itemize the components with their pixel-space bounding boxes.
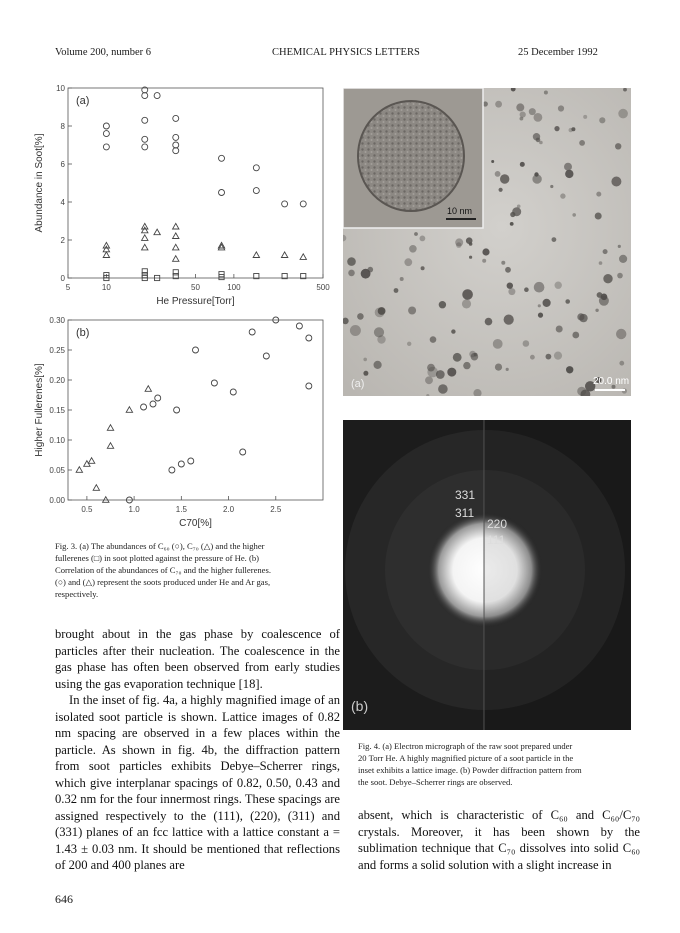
x-tick-label: 2.0 (222, 505, 235, 514)
soot-particle (495, 171, 501, 177)
data-point-triangle (300, 254, 306, 260)
soot-particle (348, 270, 355, 277)
fig4-caption (358, 740, 638, 788)
panel-label: (b) (76, 327, 90, 339)
soot-particle (469, 256, 472, 259)
soot-particle (524, 287, 529, 292)
x-tick-label: 100 (227, 283, 241, 292)
data-point-circle (103, 131, 109, 137)
soot-particle (414, 232, 418, 236)
soot-particle (438, 384, 448, 394)
soot-particle (517, 205, 521, 209)
soot-particle (572, 332, 579, 339)
soot-particle (347, 257, 356, 266)
fig3-caption-line: (○) and (△) represent the soots produced under He and Ar gas, (55, 577, 271, 587)
data-point-triangle (142, 244, 148, 250)
soot-particle (552, 237, 557, 242)
data-point-triangle (107, 443, 113, 449)
soot-particle (619, 361, 624, 366)
soot-particle (377, 335, 385, 343)
data-point-circle (193, 347, 199, 353)
soot-particle (520, 162, 525, 167)
soot-particle (394, 288, 399, 293)
soot-particle (564, 163, 572, 171)
x-tick-label: 1.5 (175, 505, 187, 514)
y-tick-label: 4 (60, 198, 65, 207)
data-point-circle (141, 404, 147, 410)
data-point-circle (240, 449, 246, 455)
soot-particle (485, 318, 493, 326)
soot-particle (430, 336, 437, 343)
data-point-circle (300, 201, 306, 207)
soot-particle (523, 340, 530, 347)
soot-particle (361, 269, 371, 279)
soot-particle (493, 339, 503, 349)
y-tick-label: 2 (60, 236, 65, 245)
soot-particle (579, 140, 585, 146)
soot-particle (507, 283, 513, 289)
soot-particle (374, 361, 382, 369)
data-point-triangle (103, 497, 109, 503)
data-point-circle (296, 323, 302, 329)
paragraph: absent, which is characteristic of C₆₀ and C₆₀/C₇₀ crystals. Moreover, it has been shown by the sublimation technique that C₇₀ dissolves into solid C₆₀ and forms a solid solution with a slight increase in (358, 808, 640, 872)
ring-label-111: 111 (487, 533, 506, 547)
soot-particle (560, 193, 565, 198)
y-tick-label: 0.00 (49, 496, 65, 505)
data-point-triangle (76, 467, 82, 473)
x-tick-label: 0.5 (81, 505, 93, 514)
soot-particle (618, 245, 621, 248)
soot-particle (512, 207, 521, 216)
fig4b-diffraction-pattern (343, 420, 631, 730)
data-point-circle (249, 329, 255, 335)
data-point-circle (178, 461, 184, 467)
y-tick-label: 0.20 (49, 376, 65, 385)
data-point-circle (150, 401, 156, 407)
soot-particle (516, 103, 524, 111)
soot-particle (603, 274, 612, 283)
soot-particle (565, 299, 570, 304)
soot-particle (619, 255, 627, 263)
soot-particle (565, 170, 573, 178)
soot-particle (495, 101, 502, 108)
soot-particle (618, 109, 628, 119)
soot-particle (571, 127, 575, 131)
data-point-triangle (107, 425, 113, 431)
soot-particle (611, 177, 621, 187)
soot-particle (510, 222, 514, 226)
ring-label-331: 331 (455, 488, 476, 502)
soot-particle (407, 342, 411, 346)
soot-particle (554, 126, 559, 131)
soot-particle (357, 313, 364, 320)
y-tick-label: 0.10 (49, 436, 65, 445)
soot-particle (363, 358, 367, 362)
data-point-circle (173, 115, 179, 121)
soot-particle (603, 249, 608, 254)
soot-particle (506, 368, 509, 371)
soot-particle (499, 188, 503, 192)
data-point-triangle (103, 252, 109, 258)
soot-particle (455, 238, 463, 246)
data-point-circle (219, 155, 225, 161)
data-point-circle (142, 144, 148, 150)
right-column-text (358, 807, 640, 873)
x-tick-label: 10 (101, 283, 111, 292)
data-point-circle (282, 201, 288, 207)
data-point-triangle (173, 233, 179, 239)
soot-particle (501, 261, 505, 265)
inset-scale-bar: 10 nm (447, 206, 473, 216)
soot-particle (529, 108, 536, 115)
journal-volume: Volume 200, number 6 (55, 47, 152, 58)
soot-particle (451, 329, 455, 333)
soot-particle (543, 299, 551, 307)
data-point-circle (173, 134, 179, 140)
soot-particle (491, 160, 494, 163)
y-tick-label: 0.05 (49, 466, 65, 475)
soot-particle (505, 267, 511, 273)
soot-particle (495, 364, 502, 371)
soot-particle (558, 105, 564, 111)
x-tick-label: 500 (316, 283, 330, 292)
soot-particle (530, 355, 535, 360)
data-point-triangle (93, 485, 99, 491)
fig3-caption-line: Correlation of the abundances of C₇₀ and the higher fullerenes. (55, 565, 271, 575)
data-point-circle (263, 353, 269, 359)
soot-particle (546, 354, 552, 360)
data-point-triangle (154, 229, 160, 235)
soot-particle (596, 192, 601, 197)
data-point-circle (174, 407, 180, 413)
soot-particle (554, 352, 562, 360)
soot-particle (400, 277, 404, 281)
soot-particle (404, 258, 412, 266)
fig4-caption-line: Fig. 4. (a) Electron micrograph of the raw soot prepared under (358, 741, 573, 751)
data-point-triangle (126, 407, 132, 413)
scale-bar-line (595, 389, 625, 391)
data-point-circle (173, 148, 179, 154)
x-axis-label: He Pressure[Torr] (156, 296, 235, 307)
soot-particle (544, 91, 548, 95)
x-tick-label: 50 (191, 283, 200, 292)
data-point-circle (253, 165, 259, 171)
soot-particle (538, 313, 543, 318)
data-point-circle (154, 93, 160, 99)
issue-date: 25 December 1992 (518, 47, 598, 58)
data-point-square (173, 270, 178, 275)
soot-particle (579, 314, 587, 322)
soot-particle (534, 113, 543, 122)
soot-particle (474, 353, 478, 357)
soot-particle (595, 309, 598, 312)
panel-label: (a) (76, 95, 90, 107)
journal-title: CHEMICAL PHYSICS LETTERS (272, 47, 420, 58)
soot-particle (520, 112, 526, 118)
soot-particle (482, 259, 486, 263)
panel-label-b: (b) (351, 698, 369, 714)
y-axis-label: Higher Fullerenes[%] (34, 363, 45, 457)
fig3-caption (55, 540, 337, 600)
data-point-circle (142, 136, 148, 142)
main-scale-bar: 20.0 nm (593, 376, 630, 387)
soot-particle (572, 213, 576, 217)
soot-particle (508, 288, 515, 295)
fig3-caption-line: respectively. (55, 589, 99, 599)
page-number: 646 (55, 892, 73, 906)
fig3b-chart (28, 312, 338, 537)
data-point-circle (169, 467, 175, 473)
data-point-triangle (173, 244, 179, 250)
x-tick-label: 2.5 (270, 505, 282, 514)
data-point-circle (219, 190, 225, 196)
data-point-circle (142, 117, 148, 123)
data-point-square (142, 269, 147, 274)
soot-particle (599, 117, 605, 123)
soot-particle (420, 236, 426, 242)
data-point-triangle (281, 252, 287, 258)
soot-particle (577, 387, 586, 396)
soot-particle (409, 245, 417, 253)
paragraph: brought about in the gas phase by coalescence of particles after their nucleation. The coalescence in the gas phase has often been observed from early studies using the gas evaporation technique [18]. (55, 627, 340, 691)
fig4-caption-line: the soot. Debye–Scherrer rings are observed. (358, 777, 513, 787)
fig4-caption-line: 20 Torr He. A highly magnified picture of a soot particle in the (358, 753, 574, 763)
y-tick-label: 10 (56, 84, 65, 93)
soot-particle (466, 237, 473, 244)
data-point-circle (155, 395, 161, 401)
soot-particle (539, 141, 543, 145)
data-point-triangle (103, 242, 109, 248)
soot-particle (427, 367, 438, 378)
fig3-caption-line: fullerenes (□) in soot plotted against the pressure of He. (b) (55, 553, 259, 563)
soot-particle (617, 273, 623, 279)
x-tick-label: 5 (65, 283, 71, 292)
y-axis-label: Abundance in Soot[%] (34, 133, 45, 233)
data-point-circle (253, 188, 259, 194)
soot-particle (595, 213, 602, 220)
data-point-circle (103, 123, 109, 129)
soot-particle (504, 315, 514, 325)
fig3-caption-line: Fig. 3. (a) The abundances of C₆₀ (○), C₇₀ (△) and the higher (55, 541, 265, 551)
soot-particle (615, 143, 621, 149)
data-point-triangle (145, 386, 151, 392)
y-tick-label: 6 (60, 160, 65, 169)
soot-particle (566, 366, 573, 373)
panel-label-a: (a) (351, 378, 365, 390)
data-point-circle (103, 144, 109, 150)
soot-particle (599, 261, 603, 265)
soot-particle (583, 115, 587, 119)
soot-particle (538, 304, 541, 307)
y-tick-label: 8 (60, 122, 65, 131)
soot-particle (363, 371, 368, 376)
data-point-circle (306, 335, 312, 341)
data-point-circle (211, 380, 217, 386)
ring-label-311: 311 (455, 506, 475, 520)
left-column-text (55, 626, 340, 874)
soot-particle (350, 325, 361, 336)
data-point-circle (306, 383, 312, 389)
plot-frame (68, 88, 323, 278)
y-tick-label: 0 (60, 274, 65, 283)
ring-label-220: 220 (487, 517, 508, 531)
soot-particle (462, 289, 473, 300)
x-axis-label: C70[%] (179, 518, 212, 529)
soot-particle (556, 326, 563, 333)
data-point-triangle (173, 223, 179, 229)
soot-particle (439, 301, 446, 308)
data-point-triangle (142, 235, 148, 241)
soot-particle (421, 266, 425, 270)
soot-particle (616, 329, 626, 339)
y-tick-label: 0.15 (49, 406, 65, 415)
soot-particle (520, 117, 524, 121)
soot-particle (425, 376, 433, 384)
soot-particle (555, 282, 562, 289)
soot-particle (462, 299, 471, 308)
data-point-triangle (173, 256, 179, 262)
soot-particle (378, 307, 386, 315)
fig4-caption-line: inset exhibits a lattice image. (b) Powder diffraction pattern from (358, 765, 582, 775)
paragraph: In the inset of fig. 4a, a highly magnified image of an isolated soot particle is shown. Lattice images of 0.82 nm spacing are observed in a few places within the particle. As shown in fig. 4b, the diffraction pattern from soot particles exhibits Debye–Scherrer rings, which give interplanar spacings of 0.82, 0.50, 0.43 and 0.32 nm for the four innermost rings. These spacings are assigned respectively to the (111), (220), (311) and (331) planes of an fcc lattice with a lattice constant a = 1.43 ± 0.03 nm. It should be mentioned that reflections of 200 and 400 planes are (55, 693, 340, 872)
fig3a-chart (28, 82, 338, 312)
soot-particle (408, 307, 416, 315)
data-point-circle (188, 458, 194, 464)
y-tick-label: 0.30 (49, 316, 65, 325)
soot-particle (447, 368, 456, 377)
soot-particle (534, 282, 545, 293)
soot-particle (599, 296, 609, 306)
soot-particle (463, 362, 470, 369)
data-point-circle (230, 389, 236, 395)
soot-particle (532, 174, 541, 183)
x-tick-label: 1.0 (128, 505, 140, 514)
soot-particle (500, 174, 509, 183)
soot-particle (482, 248, 489, 255)
soot-particle (550, 185, 553, 188)
data-point-triangle (88, 458, 94, 464)
data-point-triangle (142, 223, 148, 229)
data-point-circle (142, 93, 148, 99)
soot-particle (453, 353, 462, 362)
y-tick-label: 0.25 (49, 346, 65, 355)
data-point-triangle (253, 252, 259, 258)
fig4a-micrograph (343, 88, 631, 396)
data-point-circle (173, 142, 179, 148)
